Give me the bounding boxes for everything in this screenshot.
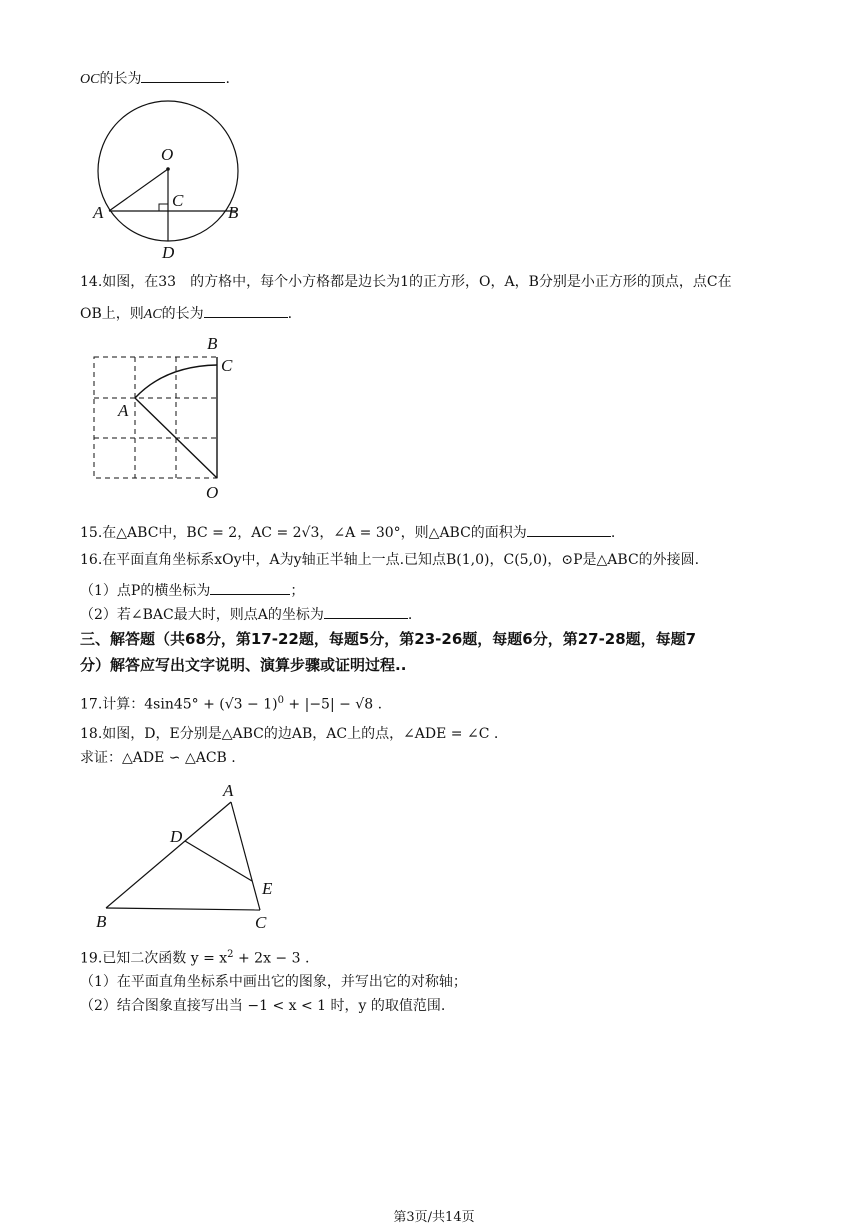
grid-figure xyxy=(85,332,245,504)
q17-sup: 0 xyxy=(277,695,284,706)
q15-end: . xyxy=(610,525,616,541)
answer-blank-13[interactable] xyxy=(141,68,225,83)
q19-label: 19.已知二次函数 y = x xyxy=(80,950,228,967)
q14-line2-post: 的长为 xyxy=(161,306,204,322)
q13-var: OC xyxy=(80,72,100,87)
q16-sub2-text: （2）若∠BAC最大时，则点A的坐标为 xyxy=(80,607,324,623)
label-b: B xyxy=(96,912,107,931)
q16-sub2 xyxy=(80,604,412,625)
q19 xyxy=(80,945,309,969)
side-ac xyxy=(231,802,260,910)
answer-blank-15[interactable] xyxy=(527,522,611,537)
q17-expr-a: 4sin45° + (√3 − 1) xyxy=(144,696,278,713)
section3-line2: 分）解答应写出文字说明、演算步骤或证明过程.. xyxy=(80,656,407,674)
q19-sup: 2 xyxy=(227,949,234,960)
q16-sub2-end: . xyxy=(407,607,413,623)
q14-end: . xyxy=(287,306,293,322)
q13-tail xyxy=(80,68,230,90)
circle-figure xyxy=(85,100,255,265)
q13-end: . xyxy=(225,71,230,87)
label-c: C xyxy=(221,356,233,375)
q14-line2-pre: OB上，则 xyxy=(80,306,144,322)
right-angle-mark xyxy=(159,204,168,211)
label-o: O xyxy=(206,483,219,502)
side-ab xyxy=(106,802,231,908)
center-point xyxy=(166,167,170,171)
label-c: C xyxy=(172,191,184,210)
label-b: B xyxy=(207,334,218,353)
q15-text: 15.在△ABC中，BC = 2，AC = 2√3，∠A = 30°，则△ABC的面积为 xyxy=(80,525,527,541)
page-footer: 第3页/共14页 xyxy=(393,1210,475,1225)
label-a: A xyxy=(118,401,129,420)
answer-blank-16-2[interactable] xyxy=(324,604,408,619)
segment-de xyxy=(185,841,252,881)
q18-line2: 求证：△ADE ∽ △ACB . xyxy=(80,750,236,766)
q17 xyxy=(80,691,382,715)
triangle-figure xyxy=(90,778,290,938)
q19-sub1: （1）在平面直角坐标系中画出它的图象，并写出它的对称轴； xyxy=(80,974,467,990)
q16-sub1-text: （1）点P的横坐标为 xyxy=(80,583,211,599)
q13-text: 的长为 xyxy=(99,71,142,87)
q16-text: 16.在平面直角坐标系xOy中，A为y轴正半轴上一点.已知点B(1,0)，C(5,0)，⊙P是△ABC的外接圆. xyxy=(80,552,700,568)
q18-line1: 18.如图，D，E分别是△ABC的边AB，AC上的点，∠ADE = ∠C . xyxy=(80,726,499,742)
label-a: A xyxy=(93,203,104,222)
q14-var: AC xyxy=(143,307,162,322)
label-d: D xyxy=(162,243,175,262)
q14-line1: 14.如图，在33 的方格中，每个小方格都是边长为1的正方形，O，A，B分别是小正方形的顶点，点C在 xyxy=(80,274,732,290)
answer-blank-14[interactable] xyxy=(204,303,288,318)
q17-expr-b: + |−5| − √8 . xyxy=(283,696,383,713)
q19-rest: + 2x − 3 . xyxy=(233,950,310,967)
side-bc xyxy=(106,908,260,910)
label-e: E xyxy=(262,879,273,898)
q15 xyxy=(80,522,615,543)
q16-sub1 xyxy=(80,580,304,601)
label-b: B xyxy=(228,203,239,222)
q17-label: 17.计算： xyxy=(80,696,145,713)
label-d: D xyxy=(170,827,183,846)
q16-sub1-end: ； xyxy=(290,583,305,599)
section3-line1: 三、解答题（共68分，第17-22题，每题5分，第23-26题，每题6分，第27-28题，每题7 xyxy=(80,630,697,648)
q14-line2 xyxy=(80,303,292,325)
label-c: C xyxy=(255,913,267,932)
label-o: O xyxy=(161,145,174,164)
label-a: A xyxy=(223,781,234,800)
q19-sub2: （2）结合图象直接写出当 −1 < x < 1 时，y 的取值范围. xyxy=(80,998,446,1014)
answer-blank-16-1[interactable] xyxy=(210,580,290,595)
